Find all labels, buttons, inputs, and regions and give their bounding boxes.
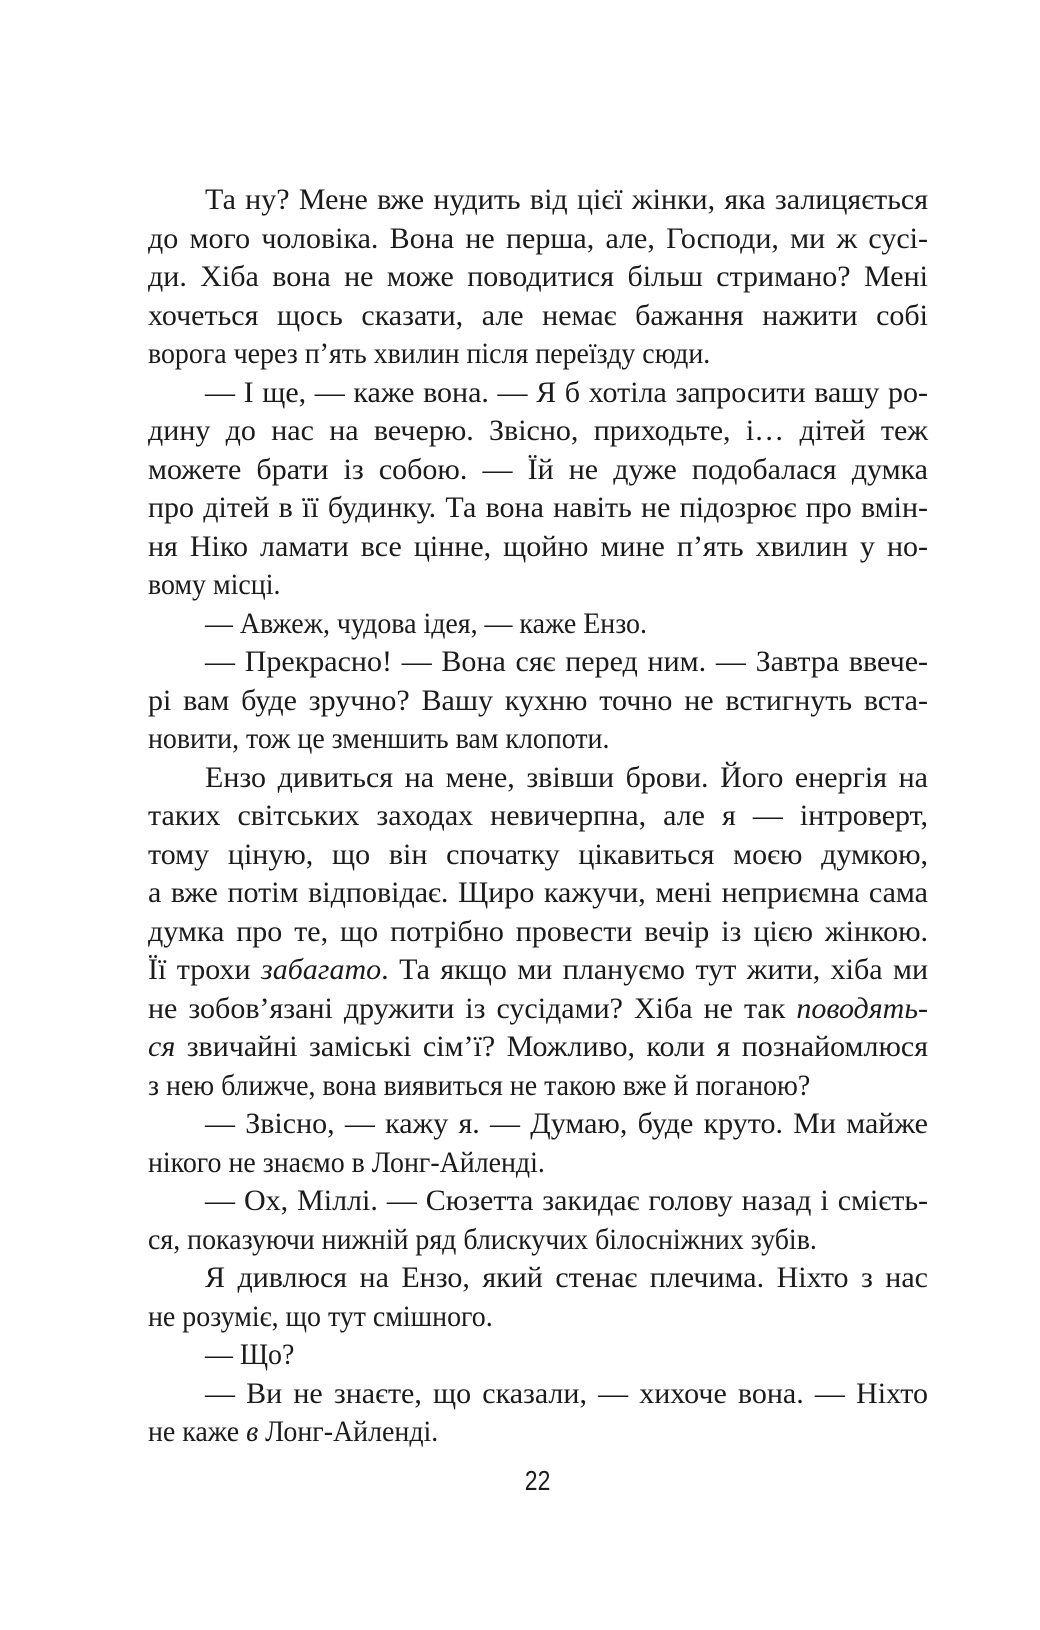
text-line: [148, 489, 928, 528]
text-line: [148, 797, 928, 836]
text-line: [148, 297, 928, 336]
text-line: [148, 220, 928, 259]
text-line: [148, 1144, 928, 1183]
text-line: [148, 913, 928, 952]
text-line-content: Та ну? Мене вже нудить від цієї жінки, яка залицяється: [205, 183, 928, 216]
text-line-content: з нею ближче, вона виявиться не такою вже й поганою?: [148, 1068, 811, 1102]
text-line-content: нікого не знаємо в Лонг-Айленді.: [148, 1145, 545, 1179]
text-line-content: ди. Хіба вона не може поводитися більш стримано? Мені: [148, 260, 928, 293]
text-line: [148, 566, 928, 605]
text-line: [148, 836, 928, 875]
text-line-content: — І ще, — каже вона. — Я б хотіла запросити вашу ро-: [205, 375, 928, 409]
text-line: [148, 451, 928, 490]
text-line: [148, 1259, 928, 1298]
text-line: [148, 1298, 928, 1337]
text-line: [148, 720, 928, 759]
text-line: [148, 1375, 928, 1414]
text-line: [148, 1182, 928, 1221]
text-line: [148, 374, 928, 413]
text-line-content: таких світських заходах невичерпна, але я — інтроверт,: [148, 799, 928, 832]
text-line: [148, 643, 928, 682]
text-line-content: — Ви не знаєте, що сказали, — хихоче вона. — Ніхто: [205, 1376, 928, 1410]
text-line-content: Я дивлюся на Ензо, який стенає плечима. Ніхто з нас: [205, 1261, 928, 1294]
text-line: [148, 181, 928, 220]
text-line: [148, 990, 928, 1029]
text-line: [148, 1336, 928, 1375]
text-line-content: — Звісно, — кажу я. — Думаю, буде круто. Ми майже: [205, 1107, 928, 1140]
text-line-content: про дітей в її будинку. Та вона навіть не підозрює про вмін-: [148, 491, 928, 524]
text-line-content: Її трохи забагато. Та якщо ми плануємо тут жити, хіба ми: [148, 953, 929, 986]
page-text: [148, 181, 928, 1452]
text-line-content: ся, показуючи нижній ряд блискучих білосніжних зубів.: [148, 1222, 817, 1256]
text-line: [148, 412, 928, 451]
text-line-content: тому ціную, що він спочатку цікавиться моєю думкою,: [148, 837, 928, 871]
text-line-content: рі вам буде зручно? Вашу кухню точно не встигнуть вста-: [148, 683, 928, 717]
text-line: [148, 1028, 928, 1067]
text-line-content: не каже в Лонг-Айленді.: [148, 1415, 439, 1448]
text-line: [148, 759, 928, 798]
paragraph: [148, 181, 928, 374]
text-line-content: — Авжеж, чудова ідея, — каже Ензо.: [205, 606, 647, 640]
text-line-content: — Що?: [205, 1338, 295, 1371]
text-line: [148, 1067, 928, 1106]
text-line-content: думка про те, що потрібно провести вечір із цією жінкою.: [148, 914, 928, 948]
text-line-content: ня Ніко ламати все цінне, щойно мине п’ять хвилин у но-: [148, 529, 928, 563]
paragraph: [148, 1259, 928, 1336]
text-line-content: не зобов’язані дружити із сусідами? Хіба не так поводять-: [148, 991, 928, 1025]
text-line-content: а вже потім відповідає. Щиро кажучи, мені неприємна сама: [148, 876, 928, 909]
text-line-content: можете брати із собою. — Їй не дуже подобалася думка: [148, 452, 928, 486]
page-number: 22: [525, 1465, 551, 1496]
text-line-content: до мого чоловіка. Вона не перша, але, Господи, ми ж сусі-: [148, 221, 928, 255]
paragraph: [148, 1375, 928, 1452]
text-line-content: ся звичайні заміські сім’ї? Можливо, коли я познайомлюся: [148, 1030, 928, 1063]
text-line-content: Ензо дивиться на мене, звівши брови. Його енергія на: [205, 760, 928, 794]
paragraph: [148, 643, 928, 759]
text-line-content: дину до нас на вечерю. Звісно, приходьте, і… дітей теж: [148, 414, 928, 447]
text-line: [148, 951, 928, 990]
text-line: [148, 605, 928, 644]
text-line: [148, 1413, 928, 1452]
text-line-content: хочеться щось сказати, але немає бажання нажити собі: [148, 298, 928, 332]
text-line-content: вому місці.: [148, 568, 281, 601]
text-line-content: — Ох, Міллі. — Сюзетта закидає голову назад і смієть-: [205, 1184, 928, 1217]
paragraph: [148, 605, 928, 644]
text-line: [148, 258, 928, 297]
text-line: [148, 1105, 928, 1144]
paragraph: [148, 759, 928, 1106]
paragraph: [148, 1182, 928, 1259]
text-line: [148, 1221, 928, 1260]
text-line-content: новити, тож це зменшить вам клопоти.: [148, 722, 610, 755]
text-line: [148, 335, 928, 374]
paragraph: [148, 1336, 928, 1375]
text-line: [148, 874, 928, 913]
paragraph: [148, 374, 928, 605]
text-line: [148, 682, 928, 721]
text-line-content: ворога через п’ять хвилин після переїзду сюди.: [148, 337, 711, 370]
text-line-content: — Прекрасно! — Вона сяє перед ним. — Завтра ввече-: [205, 645, 928, 678]
paragraph: [148, 1105, 928, 1182]
text-line: [148, 528, 928, 567]
text-line-content: не розуміє, що тут смішного.: [148, 1299, 493, 1333]
page-footer: [148, 1466, 928, 1496]
